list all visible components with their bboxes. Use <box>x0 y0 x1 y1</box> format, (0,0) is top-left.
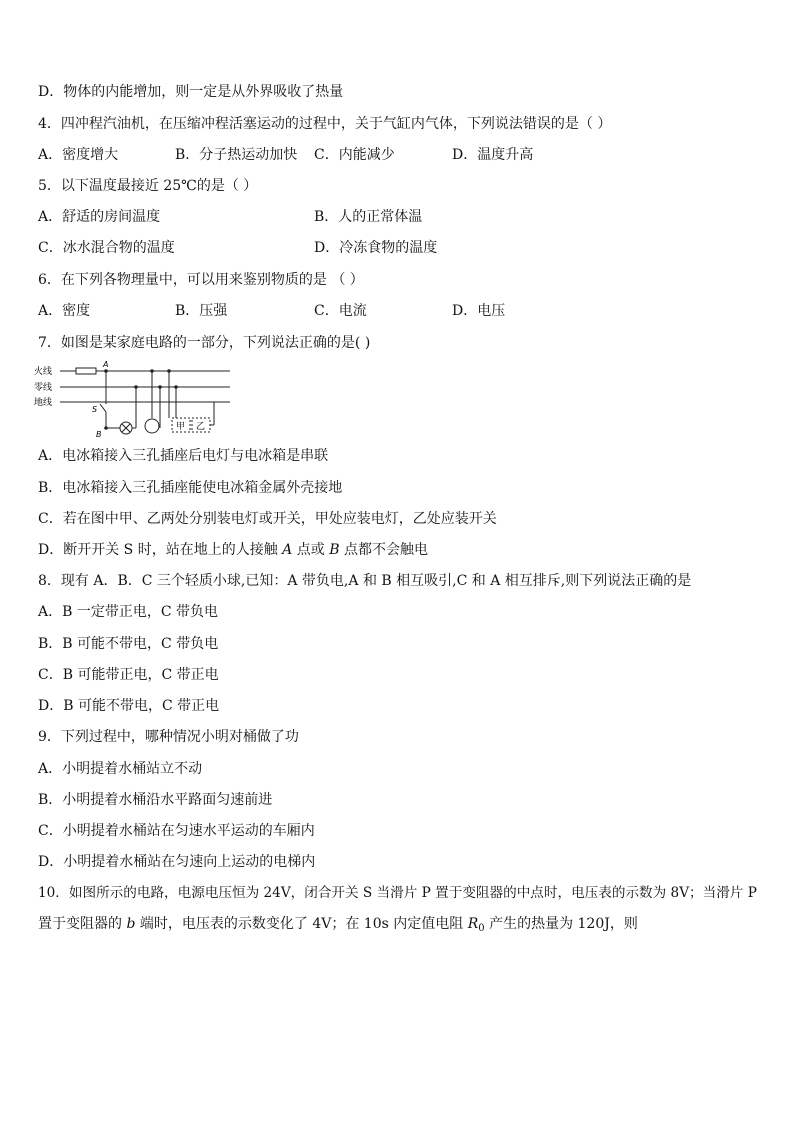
ground-wire-label: 地线 <box>34 398 53 408</box>
q8-option-d: D．B 可能不带电，C 带正电 <box>38 698 220 714</box>
q10-text-2: 端时，电压表的示数变化了 4V；在 10s 内定值电阻 <box>135 916 468 932</box>
q6-option-d: D．电压 <box>452 303 506 319</box>
q5-option-d: D．冷冻食物的温度 <box>314 240 438 256</box>
q7d-text-2: 点或 <box>292 542 330 558</box>
point-a-label: A <box>103 360 109 369</box>
q3-option-d: D．物体的内能增加，则一定是从外界吸收了热量 <box>38 84 344 100</box>
q4-option-a: A．密度增大 <box>38 147 119 163</box>
q6-option-c: C．电流 <box>314 303 367 319</box>
q7-stem: 7．如图是某家庭电路的一部分，下列说法正确的是( ) <box>38 335 371 351</box>
q9-stem: 9．下列过程中，哪种情况小明对桶做了功 <box>38 729 299 745</box>
q10-resistor-r: R <box>467 916 479 932</box>
q6-stem: 6．在下列各物理量中，可以用来鉴别物质的是 （ ） <box>38 272 364 288</box>
q8-option-a: A．B 一定带正电，C 带负电 <box>38 604 219 620</box>
q10-text-3: 产生的热量为 120J，则 <box>484 916 638 932</box>
q7-option-a: A．电冰箱接入三孔插座后电灯与电冰箱是串联 <box>38 448 329 464</box>
q5-option-c: C．冰水混合物的温度 <box>38 240 175 256</box>
q10-text-1: 置于变阻器的 <box>38 916 127 932</box>
switch-s-label: S <box>92 405 98 414</box>
q7d-point-b: B <box>329 542 340 558</box>
q7-option-c: C．若在图中甲、乙两处分别装电灯或开关，甲处应装电灯，乙处应装开关 <box>38 511 497 527</box>
q4-stem: 4．四冲程汽油机，在压缩冲程活塞运动的过程中，关于气缸内气体，下列说法错误的是（ ） <box>38 116 612 132</box>
q10-end-b: b <box>126 916 136 932</box>
q4-option-d: D．温度升高 <box>452 147 534 163</box>
q4-option-c: C．内能减少 <box>314 147 395 163</box>
household-circuit-diagram <box>34 360 234 440</box>
q5-option-a: A．舒适的房间温度 <box>38 209 161 225</box>
q8-option-b: B．B 可能不带电，C 带负电 <box>38 636 219 652</box>
q5-option-b: B．人的正常体温 <box>314 209 423 225</box>
q7-option-d <box>38 541 428 559</box>
q7d-text-3: 点都不会触电 <box>339 542 428 558</box>
q10-stem-line2 <box>38 915 638 938</box>
point-b-label: B <box>96 430 102 439</box>
q7-option-b: B．电冰箱接入三孔插座能使电冰箱金属外壳接地 <box>38 480 343 496</box>
q10-stem-line1: 10．如图所示的电路，电源电压恒为 24V，闭合开关 S 当滑片 P 置于变阻器的中点时，电压表的示数为 8V；当滑片 P <box>38 885 757 901</box>
q6-option-a: A．密度 <box>38 303 91 319</box>
q5-stem: 5．以下温度最接近 25℃的是（ ） <box>38 178 258 194</box>
q10-resistor-subscript: 0 <box>478 923 485 934</box>
socket-icon <box>145 419 159 433</box>
q7d-text-1: D．断开开关 S 时，站在地上的人接触 <box>38 542 283 558</box>
q6-option-b: B．压强 <box>175 303 228 319</box>
q7d-point-a: A <box>282 542 293 558</box>
q8-stem: 8．现有 A．B．C 三个轻质小球,已知：A 带负电,A 和 B 相互吸引,C 和 A 相互排斥,则下列说法正确的是 <box>38 573 692 589</box>
q9-option-a: A．小明提着水桶站立不动 <box>38 761 203 777</box>
jia-label: 甲 <box>176 422 186 432</box>
q8-option-c: C．B 可能带正电，C 带正电 <box>38 667 219 683</box>
q9-option-b: B．小明提着水桶沿水平路面匀速前进 <box>38 792 273 808</box>
fuse-icon <box>76 368 96 374</box>
yi-label: 乙 <box>196 422 206 432</box>
live-wire-label: 火线 <box>34 367 53 377</box>
q4-option-b: B．分子热运动加快 <box>175 147 298 163</box>
q9-option-c: C．小明提着水桶站在匀速水平运动的车厢内 <box>38 823 315 839</box>
neutral-wire-label: 零线 <box>34 383 53 393</box>
q9-option-d: D．小明提着水桶站在匀速向上运动的电梯内 <box>38 854 316 870</box>
